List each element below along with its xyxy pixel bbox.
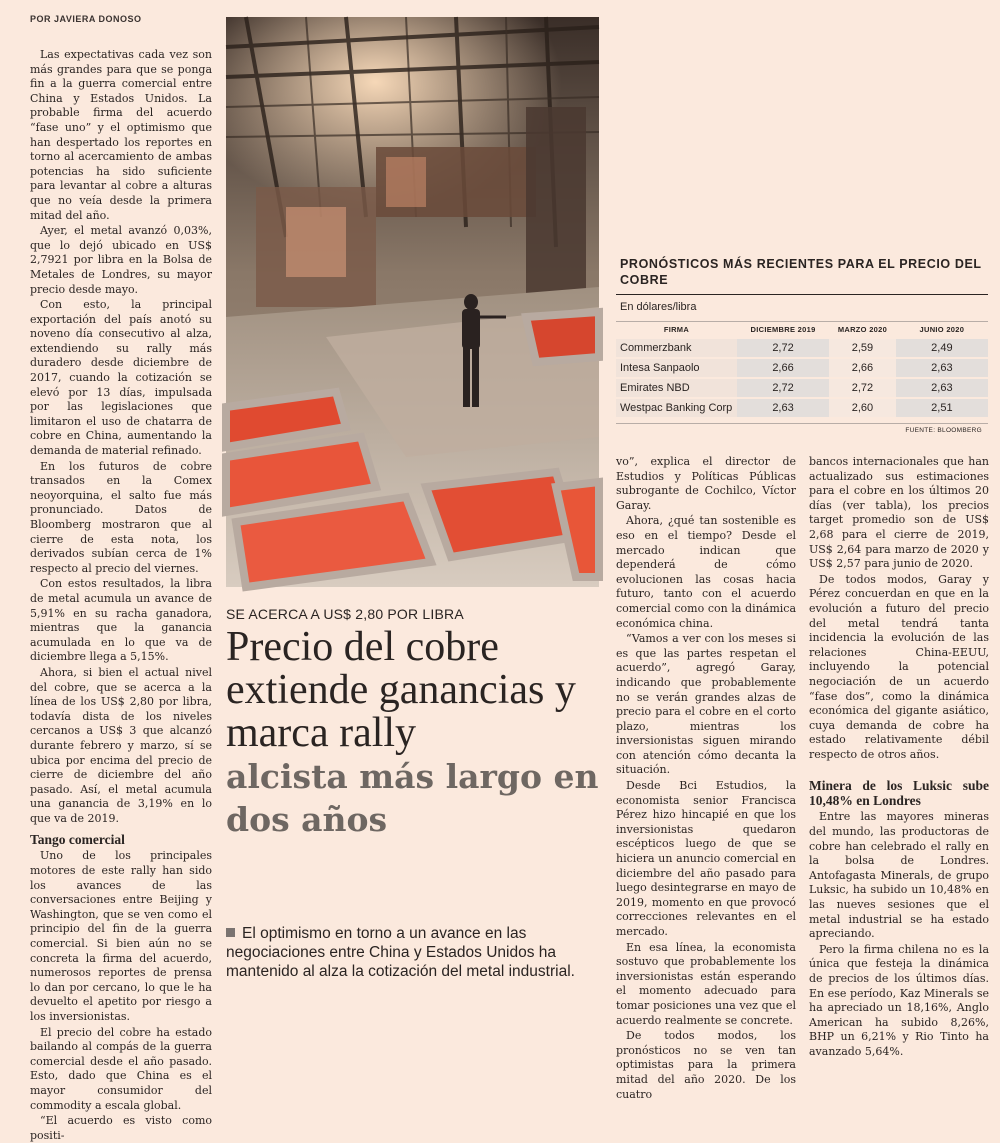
paragraph: vo”, explica el director de Estudios y Políticas Públicas subrogante de Cochilco, Víctor Garay. — [616, 455, 796, 512]
forecast-table — [616, 319, 988, 419]
paragraph: “Vamos a ver con los meses si es que las partes respetan el acuerdo”, agregó Garay, indicando que probablemente no se verán grandes alzas de precio para el cobre en el corto plazo, mientras los inversionistas siguen mirando con atención cómo decanta la situación. — [616, 632, 796, 777]
headline: Precio del cobre extiende ganancias y marca rally — [226, 624, 576, 756]
bullet-square-icon — [226, 928, 235, 937]
paragraph: El precio del cobre ha estado bailando al compás de la guerra comercial desde el año pasado. Esto, dado que China es el mayor consumidor del commodity a escala global. — [30, 1025, 212, 1112]
table-header: MARZO 2020 — [829, 321, 896, 337]
table-cell-firm: Commerzbank — [616, 339, 737, 357]
paragraph: Ahora, si bien el actual nivel del cobre, que se acerca a la línea de los US$ 2,80 por libra, todavía dista de los niveles cercanos a US$ 3 que alcanzó durante febrero y marzo, sí se ubica por encima del precio de cierre de diciembre del año pasado. Así, el metal acumula una ganancia de 3,19% en lo que va de 2019. — [30, 665, 212, 825]
paragraph: En los futuros de cobre transados en la Comex neoyorquina, el salto fue más pronunciado. Datos de Bloomberg mostraron que al cierre de esta nota, los derivados subían cerca de 1% respecto al precio del viernes. — [30, 459, 212, 575]
table-cell: 2,66 — [737, 359, 829, 377]
table-row — [616, 379, 988, 397]
paragraph: Con estos resultados, la libra de metal acumula un avance de 5,91% en su racha ganadora, mientras que la ganancia acumulada en lo que va de diciembre llega a 5,15%. — [30, 577, 212, 664]
article-column-1 — [30, 48, 212, 1142]
paragraph: En esa línea, la economista sostuvo que probablemente los inversionistas están esperando el momento adecuado para tomar posiciones una vez que el acuerdo realmente se concrete. — [616, 940, 796, 1027]
table-cell: 2,72 — [829, 379, 896, 397]
table-cell: 2,66 — [829, 359, 896, 377]
paragraph: De todos modos, los pronósticos no se ven tan optimistas para la primera mitad del año 2020. De los cuatro — [616, 1029, 796, 1101]
headline-continued: alcista más largo en dos años — [226, 757, 599, 839]
subhead-luksic: Minera de los Luksic sube 10,48% en Londres — [809, 778, 989, 809]
subhead-tango-comercial: Tango comercial — [30, 832, 125, 848]
table-title: PRONÓSTICOS MÁS RECIENTES PARA EL PRECIO DEL COBRE — [616, 256, 988, 295]
table-cell: 2,72 — [737, 339, 829, 357]
paragraph: Ahora, ¿qué tan sostenible es eso en el tiempo? Desde el mercado indican que dependerá de cómo evolucionen las cosas hacia futuro, tanto con el acuerdo comercial como con la dinámica económica china. — [616, 514, 796, 630]
paragraph: Ayer, el metal avanzó 0,03%, que lo dejó ubicado en US$ 2,7921 por libra en la Bolsa de Metales de Londres, su mayor precio desde mayo. — [30, 224, 212, 296]
table-row — [616, 339, 988, 357]
summary-text: El optimismo en torno a un avance en las negociaciones entre China y Estados Unidos ha mantenido al alza la cotización del metal industrial. — [226, 925, 575, 980]
paragraph: Desde Bci Estudios, la economista senior Francisca Pérez hizo hincapié en que los inversionistas quedaron escépticos luego de que se hiciera un anuncio comercial en diciembre del año pasado para luego desintegrarse en mayo de 2019, momento en que provocó correcciones relevantes en el mercado. — [616, 779, 796, 938]
forecast-table-box — [616, 256, 988, 434]
table-source: FUENTE: BLOOMBERG — [616, 423, 988, 434]
paragraph: “El acuerdo es visto como positi- — [30, 1114, 212, 1142]
paragraph: bancos internacionales que han actualizado sus estimaciones para el cobre en los últimos 20 días (ver tabla), los precios target promedio son de US$ 2,68 para el cierre de 2019, US$ 2,64 para marzo de 2020 y US$ 2,57 para junio de 2020. — [809, 455, 989, 571]
table-cell: 2,60 — [829, 399, 896, 417]
table-unit: En dólares/libra — [620, 301, 697, 313]
table-cell-firm: Emirates NBD — [616, 379, 737, 397]
article-column-4 — [809, 455, 989, 1058]
paragraph: Con esto, la principal exportación del país anotó su noveno día consecutivo al alza, extendiendo su rally más duradero desde diciembre de 2017, cuando la cotización se elevó por 13 días, impulsada por las legislaciones que limitaron el uso de chatarra de cobre en China, aumentando la demanda de material refinado. — [30, 298, 212, 458]
table-row — [616, 399, 988, 417]
table-cell: 2,49 — [896, 339, 988, 357]
table-header: JUNIO 2020 — [896, 321, 988, 337]
copper-refinery-photo — [226, 17, 599, 587]
table-cell: 2,51 — [896, 399, 988, 417]
summary-lead — [226, 924, 601, 981]
table-row — [616, 359, 988, 377]
paragraph: De todos modos, Garay y Pérez concuerdan en que en la evolución a futuro del precio del metal tendrá tanta incidencia la evolución de las relaciones China-EEUU, incluyendo la potencial negociación de un acuerdo “fase dos”, como la dinámica económica del gigante asiático, cuya demanda de cobre ha estado relativamente débil respecto de otros años. — [809, 572, 989, 761]
article-column-3 — [616, 455, 796, 1101]
byline: POR JAVIERA DONOSO — [30, 14, 142, 24]
table-cell: 2,59 — [829, 339, 896, 357]
table-cell: 2,63 — [737, 399, 829, 417]
paragraph: Entre las mayores mineras del mundo, las productoras de cobre han celebrado el rally en la bolsa de Londres. Antofagasta Minerals, de grupo Luksic, ha subido un 10,48% en las nueves sesiones que el metal industrial se ha estado apreciando. — [809, 810, 989, 941]
paragraph: Pero la firma chilena no es la única que festeja la dinámica de precios de los últimos días. En ese período, Kaz Minerals se ha apreciado un 18,16%, Anglo American ha subido 8,26%, BHP un 6,21% y Rio Tinto ha avanzado 5,64%. — [809, 942, 989, 1058]
paragraph: Las expectativas cada vez son más grandes para que se ponga fin a la guerra comercial entre China y Estados Unidos. La probable firma del acuerdo “fase uno” y el optimismo que han despertado los reportes en torno al acercamiento de ambas potencias ha sido suficiente para levantar al cobre a alturas que no veía desde la primera mitad del año. — [30, 48, 212, 222]
table-cell: 2,63 — [896, 379, 988, 397]
paragraph: Uno de los principales motores de este rally han sido los avances de las conversaciones entre Beijing y Washington, que se ven como el principio del fin de la guerra comercial. Si bien aún no se concreta la firma del acuerdo, numerosos reportes de prensa lo dan por cercano, lo que le ha devuelto el apetito por riesgo a los inversionistas. — [30, 849, 212, 1023]
table-cell-firm: Westpac Banking Corp — [616, 399, 737, 417]
table-header: FIRMA — [616, 321, 737, 337]
kicker: SE ACERCA A US$ 2,80 POR LIBRA — [226, 606, 464, 622]
table-header: DICIEMBRE 2019 — [737, 321, 829, 337]
table-cell-firm: Intesa Sanpaolo — [616, 359, 737, 377]
table-cell: 2,72 — [737, 379, 829, 397]
table-cell: 2,63 — [896, 359, 988, 377]
